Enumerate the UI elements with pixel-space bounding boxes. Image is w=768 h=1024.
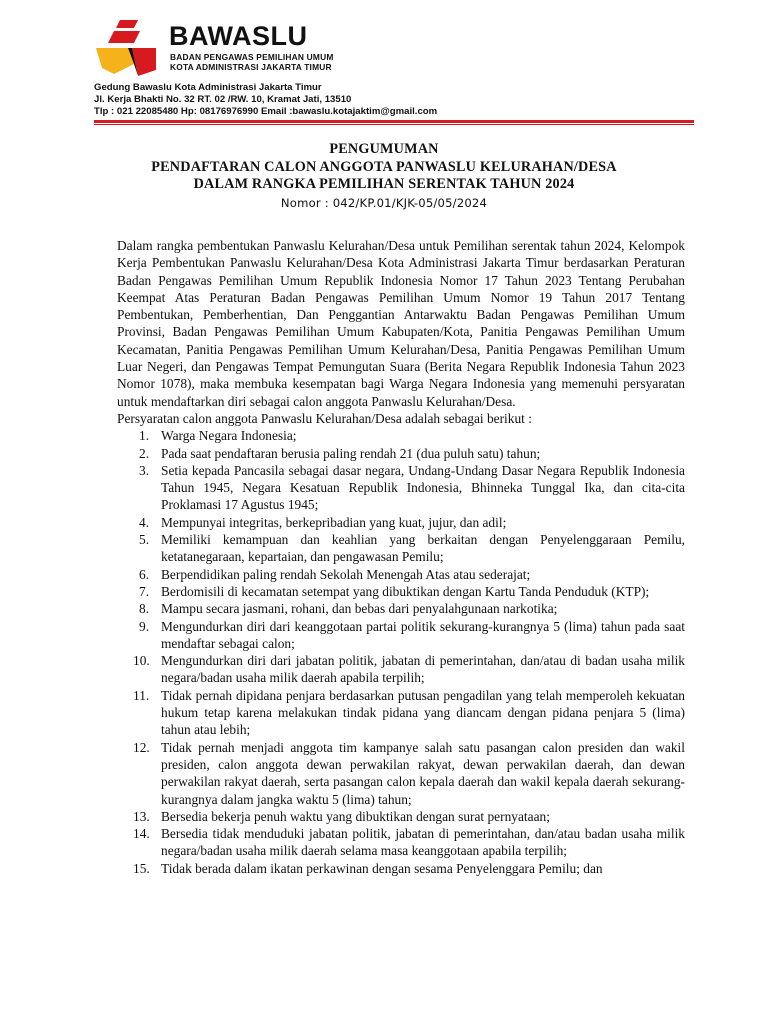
requirement-text: Mengundurkan diri dari keanggotaan partai politik sekurang-kurangnya 5 (lima) tahun pada saat mendaftar sebagai calon; [161,618,685,651]
requirement-text: Berpendidikan paling rendah Sekolah Menengah Atas atau sederajat; [161,566,531,582]
title-line1: PENGUMUMAN [329,141,439,157]
requirement-item [117,583,685,600]
requirement-text: Mempunyai integritas, berkepribadian yang kuat, jujur, dan adil; [161,514,507,530]
requirement-text: Tidak berada dalam ikatan perkawinan dengan sesama Penyelenggara Pemilu; dan [161,860,603,876]
requirement-number: 3. [139,462,150,478]
requirement-number: 11. [133,687,150,703]
requirement-item [117,618,685,653]
document-number: Nomor : 042/KP.01/KJK-05/05/2024 [280,195,488,210]
requirement-text: Mampu secara jasmani, rohani, dan bebas dari penyalahgunaan narkotika; [161,601,558,617]
requirements-heading: Persyaratan calon anggota Panwaslu Kelurahan/Desa adalah sebagai berikut : [117,410,532,426]
announcement-body [117,237,685,877]
requirement-number: 15. [133,860,150,876]
letterhead-rule-thin [94,124,694,125]
requirement-number: 6. [139,566,150,582]
requirement-text: Bersedia tidak menduduki jabatan politik, jabatan di pemerintahan, dan/atau badan usaha milik negara/badan usaha milik daerah selama masa keanggotaan apabila terpilih; [161,826,685,859]
requirement-number: 12. [133,739,150,755]
requirement-number: 10. [133,653,150,669]
requirement-item [117,687,685,739]
requirement-text: Berdomisili di kecamatan setempat yang dibuktikan dengan Kartu Tanda Penduduk (KTP); [161,583,650,599]
announcement-title-block [0,141,768,212]
letterhead-rule-thick [94,120,694,123]
brand-subtitle-line2: KOTA ADMINISTRASI JAKARTA TIMUR [170,62,332,72]
requirement-text: Setia kepada Pancasila sebagai dasar negara, Undang-Undang Dasar Negara Republik Indonesia Tahun 1945, Negara Kesatuan Republik Indonesia, Bhinneka Tunggal Ika, dan cita-cita Proklamasi 17 Agustus 1945; [161,462,685,513]
requirement-item [117,427,685,444]
bawaslu-logo-icon [94,18,158,78]
requirement-number: 13. [133,808,150,824]
requirement-item [117,600,685,617]
requirement-item [117,462,685,514]
address-line1: Gedung Bawaslu Kota Administrasi Jakarta Timur [94,82,322,93]
requirement-number: 7. [139,583,150,599]
requirement-number: 4. [139,514,150,530]
title-line2: PENDAFTARAN CALON ANGGOTA PANWASLU KELURAHAN/DESA [151,158,617,175]
requirement-number: 9. [139,618,150,634]
requirement-text: Memiliki kemampuan dan keahlian yang berkaitan dengan Penyelenggaraan Pemilu, ketatanegaraan, kepartaian, dan pengawasan Pemilu; [161,532,685,565]
requirement-item [117,860,685,877]
brand-subtitle-line1: BADAN PENGAWAS PEMILIHAN UMUM [170,52,334,62]
requirement-number: 5. [139,532,150,548]
requirement-number: 1. [139,428,150,444]
requirement-text: Bersedia bekerja penuh waktu yang dibuktikan dengan surat pernyataan; [161,808,550,824]
intro-paragraph: Dalam rangka pembentukan Panwaslu Kelurahan/Desa untuk Pemilihan serentak tahun 2024, Kelompok Kerja Pembentukan Panwaslu Kelurahan/Desa Kota Administrasi Jakarta Timur berdasarkan Peraturan Badan Pengawas Pemilihan Umum Republik Indonesia Nomor 17 Tahun 2023 Tentang Perubahan Keempat Atas Peraturan Badan Pengawas Pemilihan Umum Nomor 19 Tahun 2017 Tentang Pembentukan, Pemberhentian, Dan Penggantian Antarwaktu Badan Pengawas Pemilihan Umum Provinsi, Badan Pengawas Pemilihan Umum Kabupaten/Kota, Panitia Pengawas Pemilihan Umum Kecamatan, Panitia Pengawas Pemilihan Umum Kelurahan/Desa, Panitia Pengawas Pemilihan Umum Luar Negeri, dan Pengawas Tempat Pemungutan Suara (Berita Negara Republik Indonesia Tahun 2023 Nomor 1078), maka membuka kesempatan bagi Warga Negara Indonesia yang memenuhi persyaratan untuk mendaftarkan diri sebagai calon anggota Panwaslu Kelurahan/Desa. [117,238,685,409]
letterhead [94,18,694,118]
requirement-item [117,825,685,860]
requirement-text: Tidak pernah dipidana penjara berdasarkan putusan pengadilan yang telah memperoleh kekuatan hukum tetap karena melakukan tindak pidana yang diancam dengan pidana penjara 5 (lima) tahun atau lebih; [161,687,685,738]
requirement-text: Pada saat pendaftaran berusia paling rendah 21 (dua puluh satu) tahun; [161,445,541,461]
requirements-list [117,427,685,877]
requirement-item [117,531,685,566]
requirement-item [117,652,685,687]
requirement-number: 14. [133,826,150,842]
address-line2: Jl. Kerja Bhakti No. 32 RT. 02 /RW. 10, Kramat Jati, 13510 [94,94,352,105]
requirement-number: 2. [139,445,150,461]
title-line3: DALAM RANGKA PEMILIHAN SERENTAK TAHUN 2024 [193,176,575,192]
address-line3: Tlp : 021 22085480 Hp: 08176976990 Email :bawaslu.kotajaktim@gmail.com [94,106,438,117]
requirement-text: Warga Negara Indonesia; [161,428,297,444]
requirement-item [117,514,685,531]
requirement-item [117,445,685,462]
requirement-item [117,566,685,583]
requirement-text: Mengundurkan diri dari jabatan politik, jabatan di pemerintahan, dan/atau di badan usaha milik negara/badan usaha milik daerah apabila terpilih; [161,653,685,686]
requirement-text: Tidak pernah menjadi anggota tim kampanye salah satu pasangan calon presiden dan wakil presiden, calon anggota dewan perwakilan rakyat, dewan perwakilan daerah, dan dewan perwakilan rakyat daerah, serta pasangan calon kepala daerah dan wakil kepala daerah sekurang-kurangnya dalam jangka waktu 5 (lima) tahun; [161,739,685,807]
requirement-item [117,739,685,808]
brand-name: BAWASLU [169,21,308,51]
requirement-number: 8. [139,601,150,617]
requirement-item [117,808,685,825]
